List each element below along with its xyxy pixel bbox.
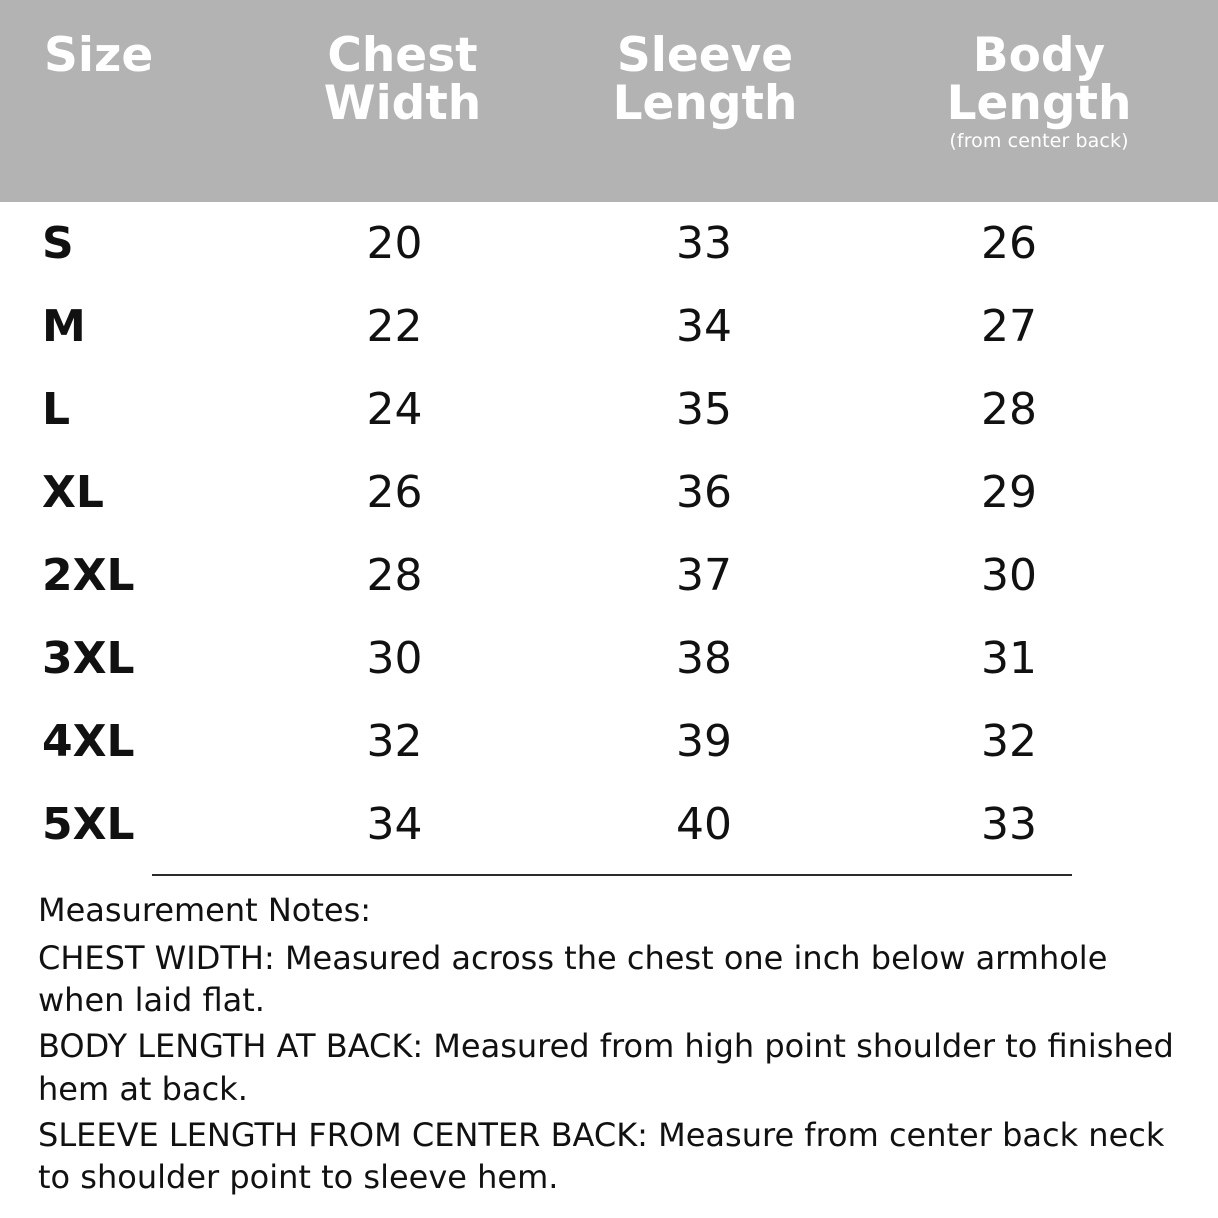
table-header-band [0, 0, 1218, 202]
column-header-body-length [860, 0, 1218, 202]
cell-size: S [42, 218, 74, 269]
cell-sleeve-length: 40 [676, 799, 732, 850]
column-header-chest-width-line1: Chest [327, 28, 478, 83]
table-row [0, 534, 1218, 617]
column-header-sleeve-length-line2: Length [612, 75, 798, 131]
size-table-body [0, 202, 1218, 866]
cell-size: L [42, 384, 71, 435]
cell-chest-width: 34 [366, 799, 423, 850]
cell-sleeve-length: 37 [676, 550, 732, 601]
cell-chest-width: 24 [366, 384, 423, 435]
table-header-row [0, 0, 1218, 202]
column-header-sleeve-length-line1: Sleeve [616, 28, 794, 83]
cell-sleeve-length: 38 [676, 633, 732, 684]
column-header-sleeve-length [550, 0, 860, 202]
cell-size: XL [42, 467, 104, 518]
column-header-body-length-subnote: (from center back) [949, 129, 1129, 152]
cell-body-length: 28 [981, 384, 1037, 435]
cell-sleeve-length: 36 [676, 467, 732, 518]
column-header-size [0, 0, 255, 202]
cell-chest-width: 30 [366, 633, 423, 684]
cell-chest-width: 26 [366, 467, 423, 518]
cell-size: 2XL [42, 550, 135, 601]
cell-size: 4XL [42, 716, 135, 767]
column-header-body-length-line2: Length [946, 75, 1132, 131]
table-row [0, 783, 1218, 866]
table-row [0, 617, 1218, 700]
cell-size: 5XL [42, 799, 135, 850]
cell-sleeve-length: 33 [676, 218, 732, 269]
table-row [0, 285, 1218, 368]
cell-size: M [42, 301, 86, 352]
cell-body-length: 33 [981, 799, 1037, 850]
column-header-body-length-line1: Body [972, 28, 1106, 83]
column-header-chest-width [255, 0, 550, 202]
cell-chest-width: 22 [366, 301, 423, 352]
table-row [0, 451, 1218, 534]
table-row [0, 202, 1218, 285]
measurement-notes-section [0, 876, 1218, 1198]
cell-sleeve-length: 34 [676, 301, 732, 352]
cell-sleeve-length: 39 [676, 716, 732, 767]
measurement-note-sleeve-length: SLEEVE LENGTH FROM CENTER BACK: Measure from center back neck to shoulder point to sleeve hem. [38, 1115, 1165, 1197]
measurement-note-chest-width: CHEST WIDTH: Measured across the chest one inch below armhole when laid flat. [38, 938, 1108, 1020]
column-header-size-label: Size [44, 28, 154, 83]
cell-body-length: 30 [981, 550, 1037, 601]
measurement-note-body-length: BODY LENGTH AT BACK: Measured from high point shoulder to finished hem at back. [38, 1027, 1174, 1108]
measurement-notes-title: Measurement Notes: [38, 891, 372, 929]
cell-body-length: 29 [981, 467, 1037, 518]
cell-size: 3XL [42, 633, 135, 684]
column-header-chest-width-line2: Width [323, 75, 482, 131]
cell-body-length: 32 [981, 716, 1037, 767]
cell-body-length: 27 [981, 301, 1037, 352]
table-row [0, 700, 1218, 783]
cell-body-length: 26 [981, 218, 1037, 269]
cell-sleeve-length: 35 [676, 384, 732, 435]
table-footer-divider-wrap [0, 866, 1218, 876]
cell-body-length: 31 [981, 633, 1037, 684]
cell-chest-width: 32 [366, 716, 423, 767]
cell-chest-width: 20 [366, 218, 423, 269]
cell-chest-width: 28 [366, 550, 423, 601]
table-row [0, 368, 1218, 451]
